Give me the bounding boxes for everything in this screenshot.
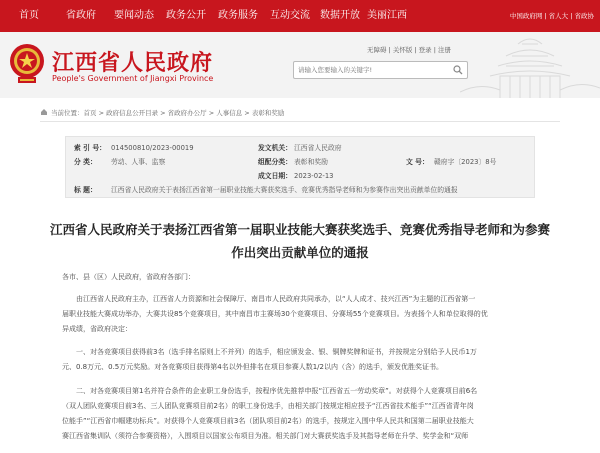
paragraph-2-line-2: 元、0.8万元、0.5万元奖励。对各竞赛项目获得第4名以外但排名在项目参赛人数1/2以内（含）的选手，颁发优胜奖证书。 [62, 363, 443, 371]
site-header [0, 32, 600, 98]
paragraph-1-line-3: 异成绩，省政府决定： [62, 325, 132, 333]
salutation: 各市、县（区）人民政府，省政府各部门： [62, 273, 195, 281]
document-meta-table [65, 136, 535, 198]
meta-row-index [66, 141, 534, 155]
meta-row-date [66, 169, 534, 183]
nav-open-data[interactable]: 数据开放 [320, 10, 360, 21]
nav-external-links[interactable]: 中国政府网 | 省人大 | 省政协 [509, 12, 594, 20]
location-icon [40, 108, 48, 116]
search-input[interactable] [298, 64, 450, 76]
nav-government-services[interactable]: 政务服务 [218, 10, 258, 21]
meta-row-title [66, 183, 534, 197]
issuer-value: 江西省人民政府 [294, 144, 342, 152]
nav-home[interactable]: 首页 [19, 10, 39, 21]
paragraph-3-line-4: 赛江西省集训队（须符合参赛资格），入围项目以国家公布项目为准。相关部门对大赛获奖选手及其指导老师在升学、奖学金和“双师 [62, 432, 469, 440]
title-value: 江西省人民政府关于表扬江西省第一届职业技能大赛获奖选手、竞赛优秀指导老师和为参赛作出突出贡献单位的通报 [111, 186, 458, 194]
subject-value: 表彰和奖励 [294, 158, 328, 166]
site-title[interactable]: 江西省人民政府 [52, 50, 214, 76]
docno-value: 赣府字〔2023〕8号 [434, 158, 497, 166]
top-nav-bar [0, 0, 600, 32]
index-label: 索 引 号： [74, 144, 106, 152]
header-links[interactable]: 无障碍 | 关怀版 | 登录 | 注册 [367, 46, 451, 54]
paragraph-2-line-1: 一、对各竞赛项目获得前3名（选手排名原则上不并列）的选手，相应颁发金、银、铜牌奖牌和证书，并按规定分别给予人民币1万 [76, 348, 477, 356]
site-subtitle: People's Government of Jiangxi Province [52, 74, 214, 83]
national-emblem-icon [8, 41, 46, 85]
paragraph-3-line-2: （双人团队竞赛项目前3名、三人团队竞赛项目前2名）的职工身份选手，由相关部门按规定相应授予“江西省技术能手”“江西省青年岗 [62, 402, 474, 410]
nav-provincial-government[interactable]: 省政府 [66, 10, 96, 21]
index-value: 014500810/2023-00019 [111, 144, 194, 152]
category-label: 分 类： [74, 158, 97, 166]
nav-interaction[interactable]: 互动交流 [270, 10, 310, 21]
nav-government-affairs-public[interactable]: 政务公开 [166, 10, 206, 21]
paragraph-1-line-2: 届职业技能大赛成功举办，大赛共设85个竞赛项目，其中南昌市主赛场30个竞赛项目、分赛场55个竞赛项目。为表扬个人和单位取得的优 [62, 310, 488, 318]
paragraph-3-line-3: 位能手”“江西省巾帼建功标兵”。对获得个人竞赛项目前3名（团队项目前2名）的选手，按规定入围中华人民共和国第二届职业技能大 [62, 417, 474, 425]
date-value: 2023-02-13 [294, 172, 334, 180]
category-value: 劳动、人事、监察 [111, 158, 166, 166]
search-box [293, 61, 468, 79]
subject-label: 组配分类： [258, 158, 292, 166]
breadcrumb-text[interactable]: 当前位置：首页 > 政府信息公开目录 > 省政府办公厅 > 人事信息 > 表彰和奖励 [51, 109, 285, 117]
tengwang-pavilion-illustration [460, 32, 600, 98]
title-label: 标 题： [74, 186, 97, 194]
date-label: 成文日期： [258, 172, 292, 180]
paragraph-3-line-1: 二、对各竞赛项目第1名并符合条件的企业职工身份选手，按程序优先推荐申报“江西省五一劳动奖章”。对获得个人竞赛项目前6名 [76, 387, 478, 395]
article-title-line-2: 作出突出贡献单位的通报 [231, 245, 369, 260]
paragraph-1-line-1: 由江西省人民政府主办，江西省人力资源和社会保障厅、南昌市人民政府共同承办，以“人人成才、技兴江西”为主题的江西省第一 [76, 295, 476, 303]
nav-beautiful-jiangxi[interactable]: 美丽江西 [367, 10, 407, 21]
issuer-label: 发文机关： [258, 144, 292, 152]
divider [40, 121, 560, 122]
nav-news[interactable]: 要闻动态 [114, 10, 154, 21]
breadcrumb [40, 108, 284, 117]
meta-row-category [66, 155, 534, 169]
docno-label: 文 号： [406, 158, 429, 166]
article-title-line-1: 江西省人民政府关于表扬江西省第一届职业技能大赛获奖选手、竞赛优秀指导老师和为参赛 [49, 222, 550, 237]
